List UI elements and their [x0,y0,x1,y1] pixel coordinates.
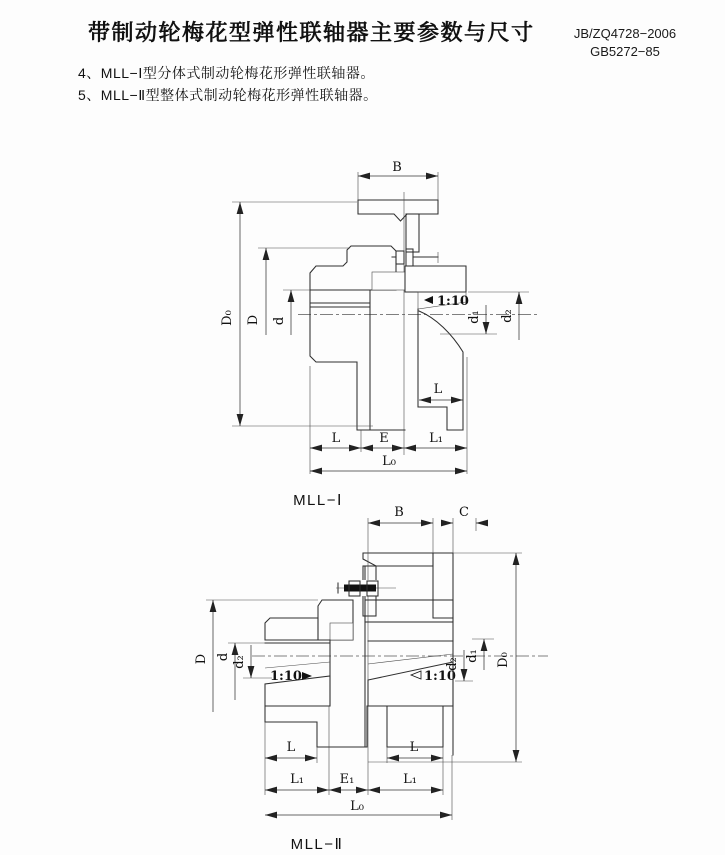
figure2-drawing [194,505,548,853]
dim-label-L1-right: L₁ [403,772,417,787]
dim-label-L1-left: L₁ [290,772,304,787]
page-title: 带制动轮梅花型弹性联轴器主要参数与尺寸 [88,20,535,45]
dim-label-D: D [194,653,209,665]
taper-right-arrow-icon [411,671,421,679]
dim-label-D0: D₀ [496,652,511,668]
taper-right-label: 1:10 [424,669,456,684]
note-item-4: 4、MLL−Ⅰ型分体式制动轮梅花形弹性联轴器。 [78,65,375,81]
dim-label-d: d [216,652,231,662]
dim-label-E1: E₁ [339,772,355,787]
dim-label-E: E [379,431,389,446]
figure1-drawing [220,160,540,509]
dim-label-d1: d₁ [467,310,482,324]
dim-label-L1: L₁ [429,431,443,446]
standard-code-1: JB/ZQ4728−2006 [573,26,677,41]
figure1-caption: MLL−Ⅰ [293,492,343,509]
dim-label-L0: L₀ [350,799,364,814]
dim-label-L-right: L [409,740,419,755]
dim-label-d2: d₂ [500,309,515,323]
dim-label-d1: d₁ [465,649,480,663]
taper-label: 1:10 [437,294,469,309]
dim-label-B: B [392,160,402,175]
figure2-caption: MLL−Ⅱ [290,836,344,853]
dim-label-d: d [272,316,287,326]
standard-code-2: GB5272−85 [590,44,660,59]
dim-label-L-left: L [286,740,296,755]
note-item-5: 5、MLL−Ⅱ型整体式制动轮梅花形弹性联轴器。 [78,87,378,103]
dim-label-d2-right: d₂ [445,657,460,671]
dim-label-D0: D₀ [220,310,235,326]
dim-label-L-side: L [433,382,443,397]
taper-left-label: 1:10 [270,669,302,684]
dim-label-d2-left: d₂ [232,655,247,669]
taper-arrow-icon [424,296,433,304]
dim-label-C: C [459,505,469,520]
dim-label-D: D [246,314,261,326]
dim-label-B: B [394,505,404,520]
bolt [396,251,404,264]
dim-label-L: L [331,431,341,446]
dim-label-L0: L₀ [382,454,396,469]
